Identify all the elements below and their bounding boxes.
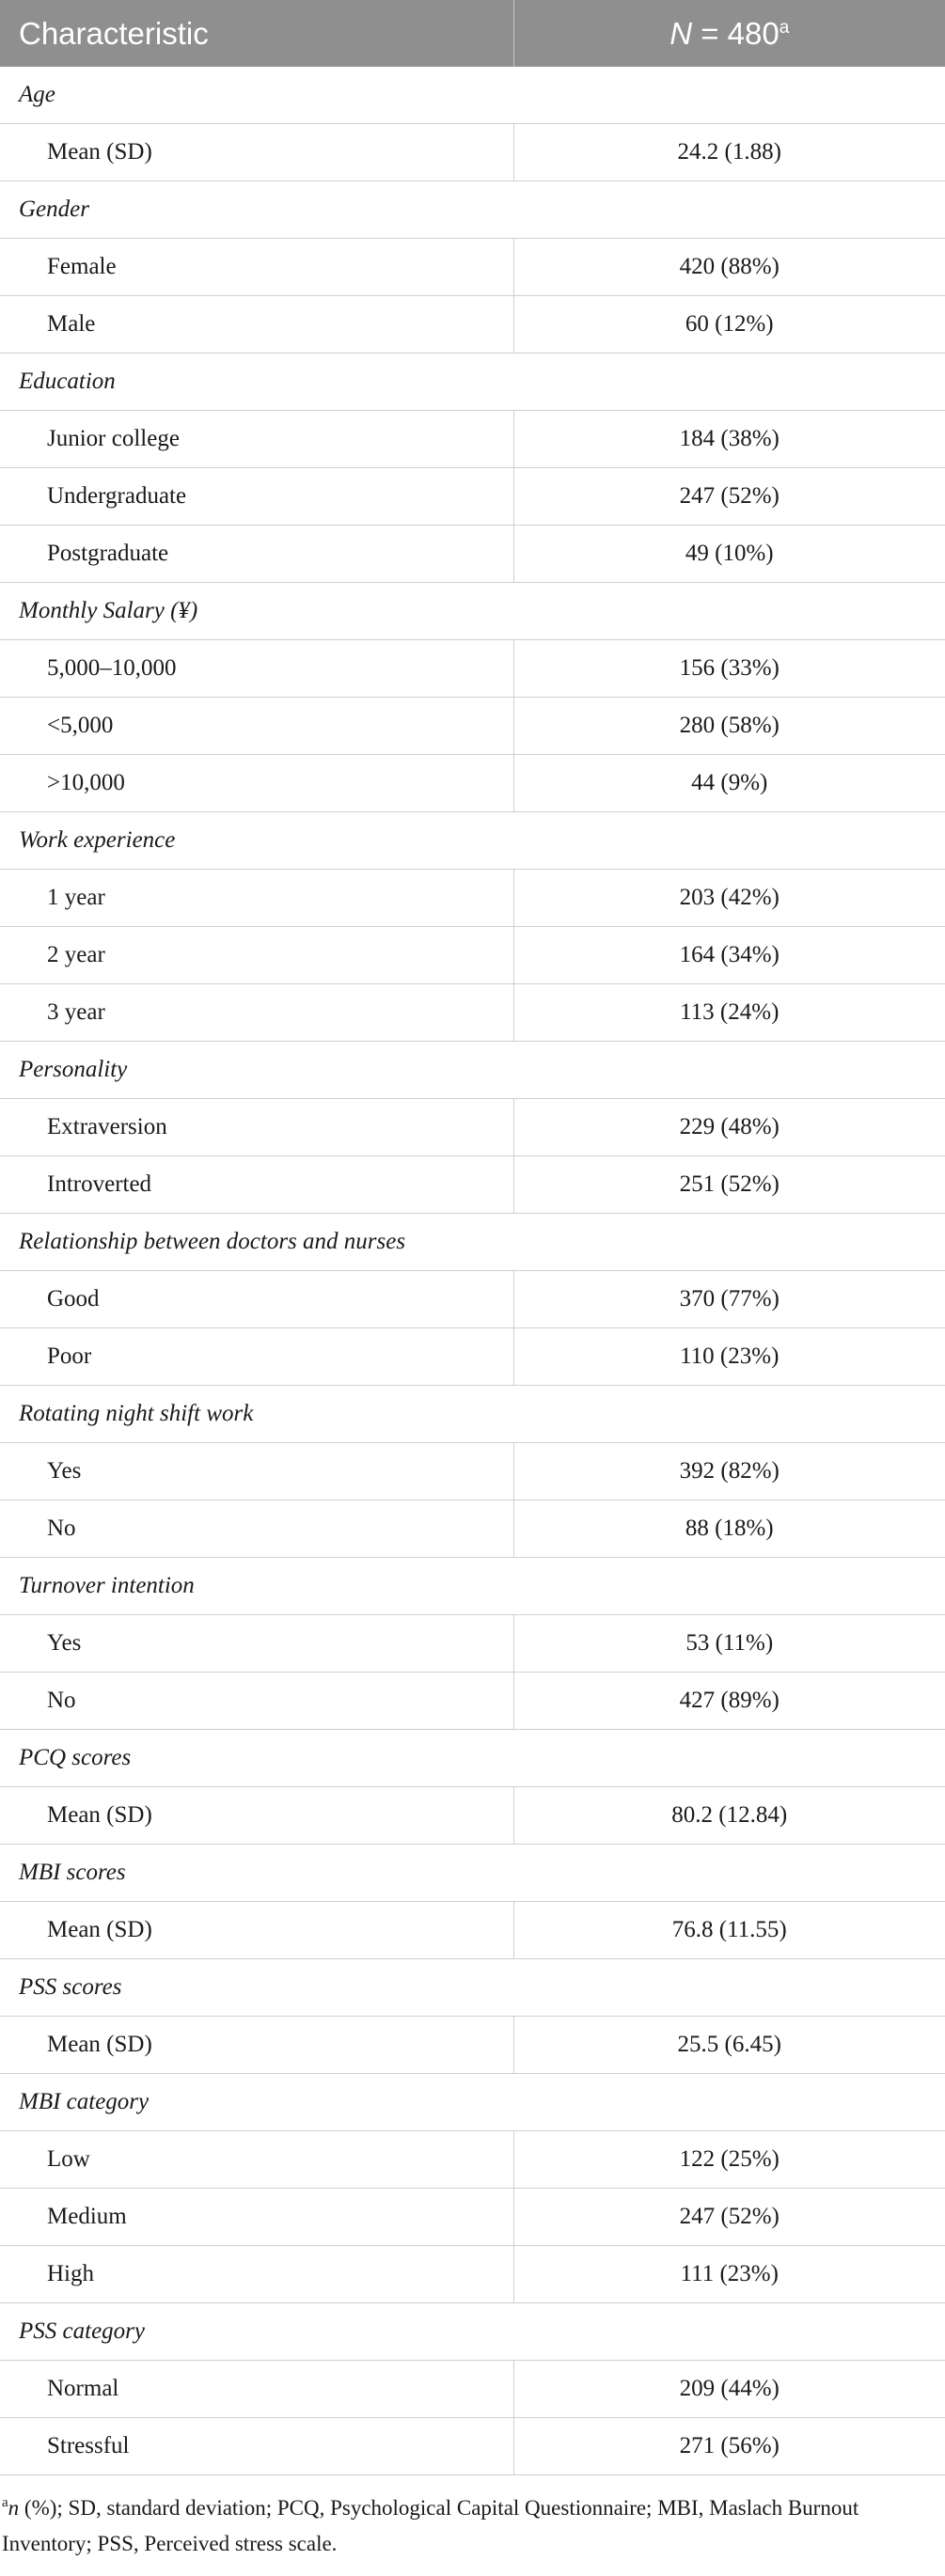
- section-label: Relationship between doctors and nurses: [0, 1214, 945, 1271]
- table-row: [0, 2361, 945, 2418]
- header-row: [0, 0, 945, 67]
- row-value: 247 (52%): [513, 2189, 945, 2246]
- table-row: [0, 2131, 945, 2189]
- row-label: Female: [0, 239, 513, 296]
- row-value: 203 (42%): [513, 870, 945, 927]
- section-label: Age: [0, 67, 945, 124]
- table-row: [0, 870, 945, 927]
- table-row: [0, 1500, 945, 1558]
- row-label: >10,000: [0, 755, 513, 812]
- section-row: [0, 353, 945, 411]
- row-value: 122 (25%): [513, 2131, 945, 2189]
- row-value: 25.5 (6.45): [513, 2017, 945, 2074]
- row-label: <5,000: [0, 698, 513, 755]
- footnote-text: (%); SD, standard deviation; PCQ, Psychological Capital Questionnaire; MBI, Maslach Burnout Inventory; PSS, Perceived stress scale.: [2, 2496, 859, 2555]
- header-n-symbol: N: [669, 15, 693, 51]
- table-row: [0, 2017, 945, 2074]
- section-row: [0, 2303, 945, 2361]
- row-value: 271 (56%): [513, 2418, 945, 2475]
- table-row: [0, 1271, 945, 1328]
- table-row: [0, 1443, 945, 1500]
- table-row: [0, 927, 945, 984]
- header-n-value: = 480: [692, 15, 780, 51]
- row-value: 280 (58%): [513, 698, 945, 755]
- row-value: 76.8 (11.55): [513, 1902, 945, 1959]
- section-row: [0, 2074, 945, 2131]
- row-value: 111 (23%): [513, 2246, 945, 2303]
- table-body: [0, 67, 945, 2475]
- row-label: No: [0, 1673, 513, 1730]
- row-value: 392 (82%): [513, 1443, 945, 1500]
- section-label: Monthly Salary (¥): [0, 583, 945, 640]
- row-value: 370 (77%): [513, 1271, 945, 1328]
- table-row: [0, 2418, 945, 2475]
- row-label: Good: [0, 1271, 513, 1328]
- row-label: Mean (SD): [0, 124, 513, 181]
- row-label: Normal: [0, 2361, 513, 2418]
- row-value: 44 (9%): [513, 755, 945, 812]
- table-header: [0, 0, 945, 67]
- section-label: Personality: [0, 1042, 945, 1099]
- section-row: [0, 181, 945, 239]
- row-label: Poor: [0, 1328, 513, 1386]
- row-label: Medium: [0, 2189, 513, 2246]
- row-value: 53 (11%): [513, 1615, 945, 1673]
- section-label: Gender: [0, 181, 945, 239]
- row-value: 209 (44%): [513, 2361, 945, 2418]
- table-row: [0, 1328, 945, 1386]
- table-row: [0, 1673, 945, 1730]
- row-value: 164 (34%): [513, 927, 945, 984]
- footnote-superscript: a: [2, 2495, 8, 2510]
- table-row: [0, 1615, 945, 1673]
- section-label: Turnover intention: [0, 1558, 945, 1615]
- section-label: PCQ scores: [0, 1730, 945, 1787]
- row-label: High: [0, 2246, 513, 2303]
- row-value: 156 (33%): [513, 640, 945, 698]
- row-value: 184 (38%): [513, 411, 945, 468]
- section-label: Work experience: [0, 812, 945, 870]
- footnote-n-symbol: n: [8, 2496, 20, 2520]
- row-label: Yes: [0, 1615, 513, 1673]
- section-row: [0, 1845, 945, 1902]
- row-label: Mean (SD): [0, 1787, 513, 1845]
- row-label: Low: [0, 2131, 513, 2189]
- table-row: [0, 698, 945, 755]
- table-row: [0, 755, 945, 812]
- table-row: [0, 1787, 945, 1845]
- section-row: [0, 583, 945, 640]
- row-value: 88 (18%): [513, 1500, 945, 1558]
- section-row: [0, 1959, 945, 2017]
- row-label: Undergraduate: [0, 468, 513, 526]
- table-row: [0, 2189, 945, 2246]
- row-label: Mean (SD): [0, 2017, 513, 2074]
- row-label: No: [0, 1500, 513, 1558]
- section-row: [0, 1214, 945, 1271]
- row-label: Extraversion: [0, 1099, 513, 1156]
- header-n-superscript: a: [779, 17, 790, 38]
- section-label: Education: [0, 353, 945, 411]
- table-row: [0, 1902, 945, 1959]
- row-label: Introverted: [0, 1156, 513, 1214]
- row-label: 3 year: [0, 984, 513, 1042]
- row-label: 2 year: [0, 927, 513, 984]
- section-label: PSS scores: [0, 1959, 945, 2017]
- row-value: 229 (48%): [513, 1099, 945, 1156]
- header-sample-size: [513, 0, 945, 67]
- section-row: [0, 812, 945, 870]
- section-label: MBI scores: [0, 1845, 945, 1902]
- row-value: 420 (88%): [513, 239, 945, 296]
- row-value: 427 (89%): [513, 1673, 945, 1730]
- table-row: [0, 296, 945, 353]
- row-value: 24.2 (1.88): [513, 124, 945, 181]
- section-label: MBI category: [0, 2074, 945, 2131]
- section-row: [0, 1558, 945, 1615]
- row-label: 5,000–10,000: [0, 640, 513, 698]
- header-characteristic: Characteristic: [0, 0, 513, 67]
- row-label: Junior college: [0, 411, 513, 468]
- row-value: 247 (52%): [513, 468, 945, 526]
- table-row: [0, 1099, 945, 1156]
- row-label: Mean (SD): [0, 1902, 513, 1959]
- table-row: [0, 1156, 945, 1214]
- table-row: [0, 984, 945, 1042]
- row-label: Stressful: [0, 2418, 513, 2475]
- table-row: [0, 526, 945, 583]
- section-row: [0, 1730, 945, 1787]
- table-row: [0, 239, 945, 296]
- row-label: 1 year: [0, 870, 513, 927]
- table-row: [0, 2246, 945, 2303]
- row-label: Postgraduate: [0, 526, 513, 583]
- section-row: [0, 1042, 945, 1099]
- row-value: 251 (52%): [513, 1156, 945, 1214]
- row-value: 49 (10%): [513, 526, 945, 583]
- row-label: Male: [0, 296, 513, 353]
- section-label: Rotating night shift work: [0, 1386, 945, 1443]
- row-label: Yes: [0, 1443, 513, 1500]
- table-row: [0, 640, 945, 698]
- table-row: [0, 411, 945, 468]
- table-row: [0, 468, 945, 526]
- row-value: 113 (24%): [513, 984, 945, 1042]
- row-value: 80.2 (12.84): [513, 1787, 945, 1845]
- section-label: PSS category: [0, 2303, 945, 2361]
- row-value: 60 (12%): [513, 296, 945, 353]
- table-row: [0, 124, 945, 181]
- table-footnote: [0, 2475, 945, 2562]
- section-row: [0, 1386, 945, 1443]
- section-row: [0, 67, 945, 124]
- row-value: 110 (23%): [513, 1328, 945, 1386]
